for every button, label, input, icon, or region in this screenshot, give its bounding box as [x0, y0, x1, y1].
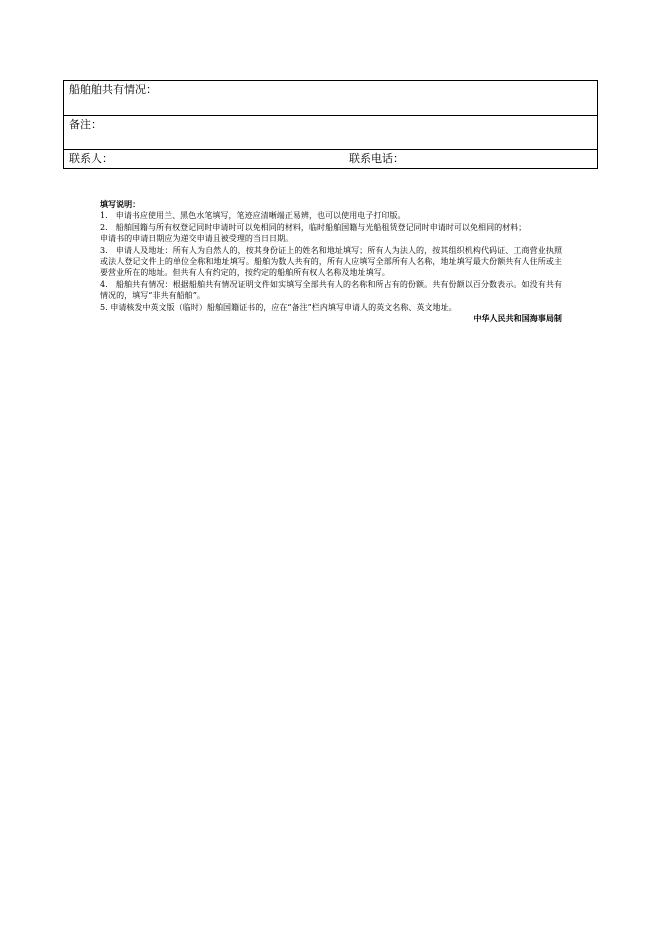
- contact-row: [64, 150, 597, 168]
- instruction-item: 2. 船舶国籍与所有权登记同时申请时可以免相同的材料，临时船舶国籍与光船租赁登记同时申请时可以免相同的材料；: [100, 222, 527, 232]
- filling-instructions: [100, 199, 562, 324]
- instruction-item: 申请书的申请日期应为递交申请且被受理的当日日期。: [100, 234, 294, 244]
- remarks-row[interactable]: [64, 116, 597, 150]
- instruction-item: 1. 申请书应使用兰、黑色水笔填写，笔迹应清晰端正易辨，也可以使用电子打印版。: [100, 211, 406, 221]
- instruction-item: 5. 申请核发中英文版（临时）船舶国籍证书的，应在“备注”栏内填写申请人的英文名称、英文地址。: [100, 302, 457, 312]
- instructions-heading: 填写说明：: [100, 200, 141, 209]
- ship-share-row[interactable]: [64, 81, 597, 116]
- issuer-label: 中华人民共和国海事局制: [473, 314, 562, 324]
- application-form-table: [63, 80, 598, 169]
- instruction-item: 3. 申请人及地址：所有人为自然人的，按其身份证上的姓名和地址填写；所有人为法人的，按其组织机构代码证、工商营业执照或法人登记文件上的单位全称和地址填写。船舶为数人共有的，所有人应填写全部所有人名称，地址填写最大份额共有人住所或主要营业所在的地址。但共有人有约定的，按约定的船舶所有权人名称及地址填写。: [100, 245, 562, 278]
- contact-person-label: 联系人：: [69, 152, 113, 165]
- instruction-item: 4. 船舶共有情况：根据船舶共有情况证明文件如实填写全部共有人的名称和所占有的份额。共有份额以百分数表示。如没有共有情况的，填写“非共有船舶”。: [100, 279, 562, 301]
- ship-share-label: 船舶舶共有情况：: [69, 83, 157, 96]
- contact-phone-label: 联系电话：: [349, 152, 404, 165]
- remarks-label: 备注：: [69, 118, 102, 131]
